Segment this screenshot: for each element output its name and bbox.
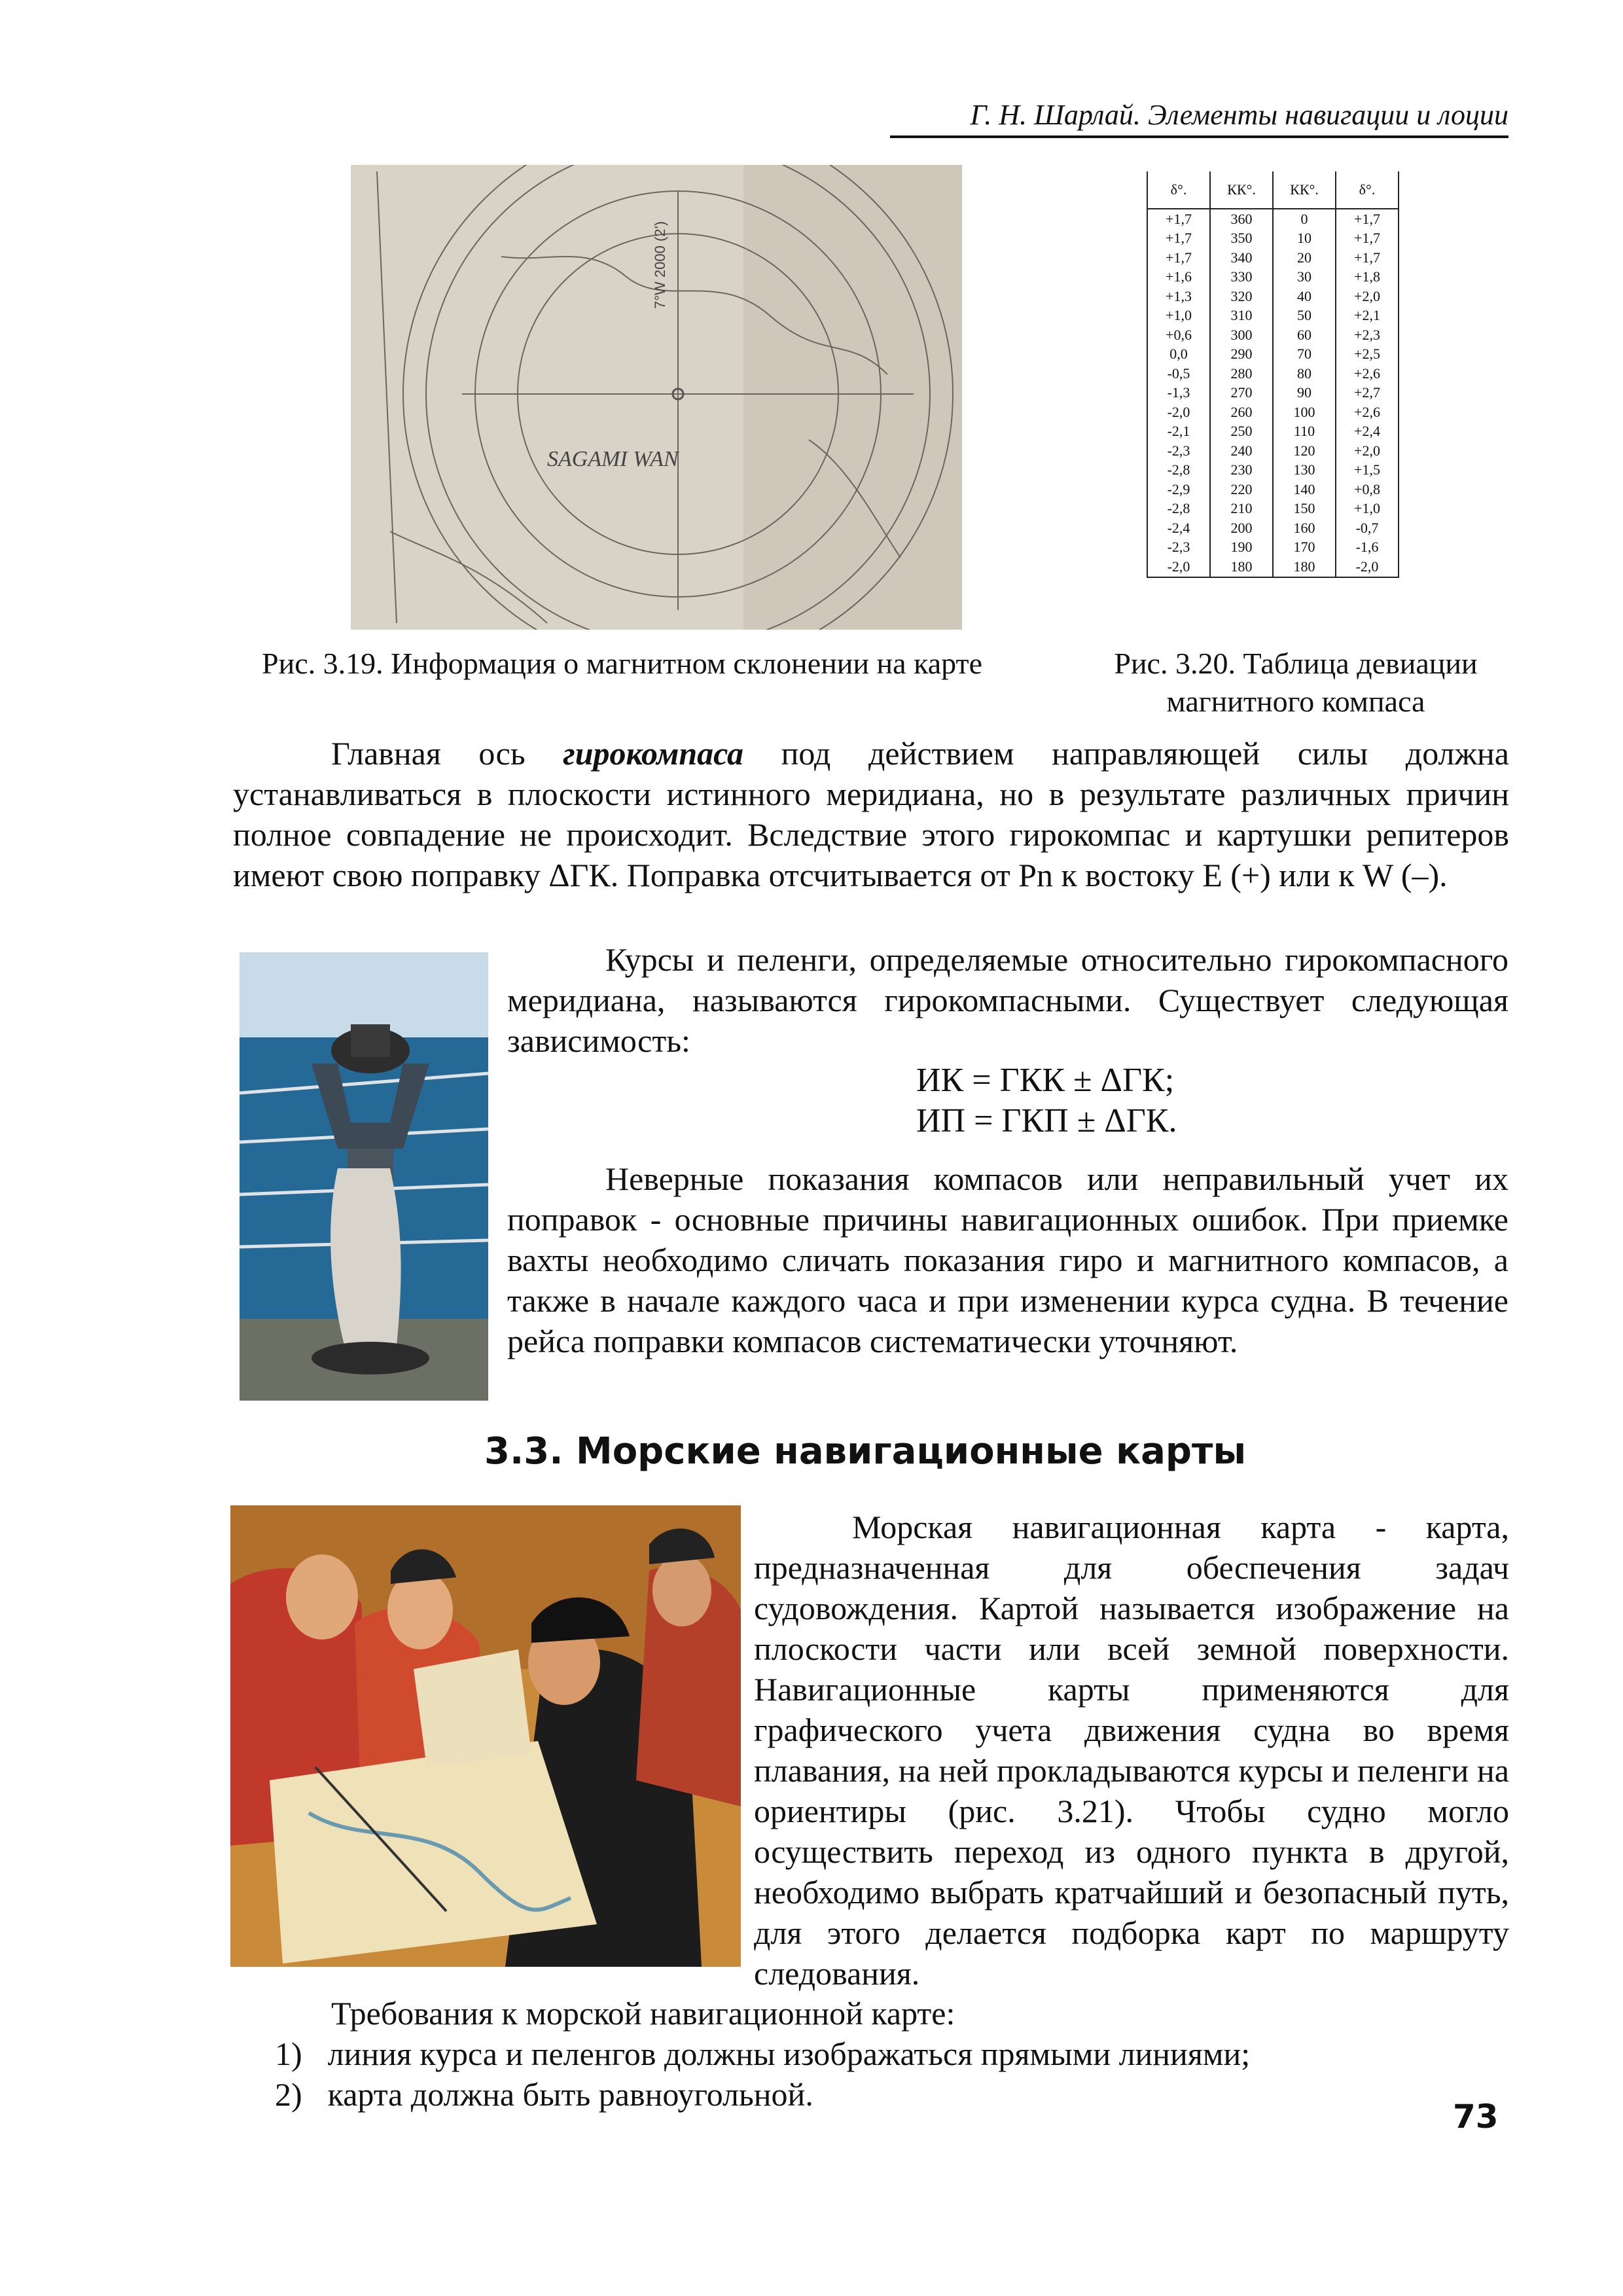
paragraph-charts: Морская навигационная карта - карта, предназначенная для обеспечения задач судовождения. Картой называется изображение на плоскости части или всей земной поверхности. Навигационные карты применяются для графического учета движения судна во время плавания, на ней прокладываются курсы и пеленги на ориентиры (рис. 3.21). Чтобы судно могло осуществить переход из одного пункта в другой, необходимо выбрать кратчайший и безопасный путь, для этого делается подборка карт по маршруту следования. (754, 1509, 1509, 1992)
requirement-item (275, 2074, 813, 2115)
deviation-table (1147, 171, 1399, 578)
table-row (1147, 306, 1399, 326)
table-cell: +1,5 (1336, 461, 1399, 480)
table-cell: 190 (1210, 538, 1273, 558)
table-cell: +1,7 (1147, 209, 1210, 229)
figure-3-19-caption: Рис. 3.19. Информация о магнитном склонении на карте (262, 647, 983, 680)
table-cell: 210 (1210, 499, 1273, 519)
formula-true-course: ИК = ГКК ± ΔГК; (916, 1062, 1175, 1099)
table-cell: -2,8 (1147, 499, 1210, 519)
table-cell: 160 (1273, 518, 1336, 538)
table-cell: 20 (1273, 248, 1336, 268)
formula-true-bearing: ИП = ГКП ± ΔГК. (916, 1102, 1177, 1139)
table-cell: +1,7 (1147, 229, 1210, 249)
table-row (1147, 364, 1399, 384)
header-cell: δ°. (1147, 171, 1210, 209)
paragraph-gyro (233, 733, 1509, 895)
header-cell: δ°. (1336, 171, 1399, 209)
table-row (1147, 209, 1399, 229)
table-row (1147, 518, 1399, 538)
table-row (1147, 538, 1399, 558)
table-cell: 10 (1273, 229, 1336, 249)
table-cell: +2,6 (1336, 364, 1399, 384)
table-cell: 0,0 (1147, 345, 1210, 365)
table-cell: -1,3 (1147, 384, 1210, 403)
table-cell: +1,7 (1336, 209, 1399, 229)
table-row (1147, 287, 1399, 306)
paragraph-gyro-before: Главная ось (331, 735, 563, 772)
paragraph-gyro-after: под действием направляющей силы должна устанавливаться в плоскости истинного меридиана, но в результате различных причин полное совпадение не происходит. Вследствие этого гирокомпас и картушки репитеров имеют свою поправку ΔГК. Поправка отсчитывается от Pn к востоку E (+) или к W (–). (233, 735, 1509, 893)
table-cell: -2,9 (1147, 480, 1210, 499)
table-cell: 350 (1210, 229, 1273, 249)
figure-3-20-caption: Рис. 3.20. Таблица девиации магнитного компаса (1114, 647, 1478, 718)
requirement-text: линия курса и пеленгов должны изображаться прямыми линиями; (327, 2036, 1251, 2072)
table-cell: +1,8 (1336, 268, 1399, 287)
table-cell: -2,8 (1147, 461, 1210, 480)
table-cell: 220 (1210, 480, 1273, 499)
table-cell: 90 (1273, 384, 1336, 403)
table-cell: 280 (1210, 364, 1273, 384)
table-row (1147, 461, 1399, 480)
table-cell: 50 (1273, 306, 1336, 326)
paragraph-errors: Неверные показания компасов или неправильный учет их поправок - основные причины навигационных ошибок. При приемке вахты необходимо сличать показания гиро и магнитного компасов, а также в начале каждого часа и при изменении курса судна. В течение рейса поправки компасов систематически уточняют. (507, 1160, 1508, 1359)
table-row (1147, 268, 1399, 287)
table-cell: -0,7 (1336, 518, 1399, 538)
table-row (1147, 499, 1399, 519)
table-cell: 70 (1273, 345, 1336, 365)
table-row (1147, 480, 1399, 499)
table-cell: 120 (1273, 441, 1336, 461)
requirement-text: карта должна быть равноугольной. (327, 2076, 813, 2113)
table-row (1147, 229, 1399, 249)
table-cell: 40 (1273, 287, 1336, 306)
table-cell: 60 (1273, 325, 1336, 345)
table-cell: 0 (1273, 209, 1336, 229)
table-cell: +0,8 (1336, 480, 1399, 499)
header-cell: КК°. (1273, 171, 1336, 209)
table-row (1147, 345, 1399, 365)
table-cell: +2,7 (1336, 384, 1399, 403)
table-cell: +2,4 (1336, 422, 1399, 442)
table-cell: -2,0 (1147, 403, 1210, 422)
map-label: SAGAMI WAN (547, 447, 679, 471)
requirement-item (275, 2034, 1250, 2074)
table-cell: 260 (1210, 403, 1273, 422)
table-cell: -2,0 (1336, 557, 1399, 577)
table-cell: +2,3 (1336, 325, 1399, 345)
table-cell: -2,1 (1147, 422, 1210, 442)
table-cell: +1,3 (1147, 287, 1210, 306)
table-cell: 310 (1210, 306, 1273, 326)
header-cell: КК°. (1210, 171, 1273, 209)
table-cell: +2,5 (1336, 345, 1399, 365)
table-row (1147, 557, 1399, 577)
page-number: 73 (1453, 2098, 1499, 2136)
paragraph-courses: Курсы и пеленги, определяемые относительно гирокомпасного меридиана, называются гирокомпасными. Существует следующая зависимость: (507, 941, 1508, 1059)
table-cell: 340 (1210, 248, 1273, 268)
table-cell: -2,3 (1147, 538, 1210, 558)
table-cell: +2,0 (1336, 441, 1399, 461)
table-row (1147, 403, 1399, 422)
table-cell: 270 (1210, 384, 1273, 403)
table-cell: +2,6 (1336, 403, 1399, 422)
table-cell: 360 (1210, 209, 1273, 229)
table-row (1147, 441, 1399, 461)
table-cell: -2,3 (1147, 441, 1210, 461)
requirements-intro: Требования к морской навигационной карте: (331, 1995, 955, 2032)
table-cell: -0,5 (1147, 364, 1210, 384)
paragraph-gyro-emphasis: гирокомпаса (563, 735, 744, 772)
table-cell: +1,7 (1336, 248, 1399, 268)
table-row (1147, 422, 1399, 442)
table-cell: +1,7 (1147, 248, 1210, 268)
gyrocompass-repeater-photo (240, 952, 488, 1401)
table-cell: -2,0 (1147, 557, 1210, 577)
table-row (1147, 325, 1399, 345)
navigators-with-chart-illustration (230, 1505, 741, 1967)
running-head: Г. Н. Шарлай. Элементы навигации и лоции (890, 98, 1508, 138)
table-cell: 110 (1273, 422, 1336, 442)
chart-compass-rose-image (351, 165, 962, 630)
table-cell: 200 (1210, 518, 1273, 538)
table-cell: +2,0 (1336, 287, 1399, 306)
table-cell: 30 (1273, 268, 1336, 287)
table-cell: 230 (1210, 461, 1273, 480)
section-heading: 3.3. Морские навигационные карты (484, 1430, 1247, 1473)
table-cell: -2,4 (1147, 518, 1210, 538)
table-cell: -1,6 (1336, 538, 1399, 558)
table-cell: +1,0 (1336, 499, 1399, 519)
table-cell: 100 (1273, 403, 1336, 422)
table-cell: +0,6 (1147, 325, 1210, 345)
table-cell: 170 (1273, 538, 1336, 558)
table-cell: 130 (1273, 461, 1336, 480)
table-cell: 150 (1273, 499, 1336, 519)
requirement-number: 1) (275, 2036, 302, 2072)
table-header-row (1147, 171, 1399, 209)
table-cell: 290 (1210, 345, 1273, 365)
table-cell: +1,6 (1147, 268, 1210, 287)
table-cell: +1,0 (1147, 306, 1210, 326)
table-cell: +1,7 (1336, 229, 1399, 249)
table-row (1147, 248, 1399, 268)
table-cell: 250 (1210, 422, 1273, 442)
table-cell: 330 (1210, 268, 1273, 287)
table-cell: 320 (1210, 287, 1273, 306)
table-cell: 300 (1210, 325, 1273, 345)
table-cell: 180 (1210, 557, 1273, 577)
table-row (1147, 384, 1399, 403)
variation-note: 7°W 2000 (2') (652, 221, 668, 309)
table-cell: 240 (1210, 441, 1273, 461)
table-cell: 140 (1273, 480, 1336, 499)
requirement-number: 2) (275, 2076, 302, 2113)
table-cell: +2,1 (1336, 306, 1399, 326)
table-cell: 80 (1273, 364, 1336, 384)
table-cell: 180 (1273, 557, 1336, 577)
